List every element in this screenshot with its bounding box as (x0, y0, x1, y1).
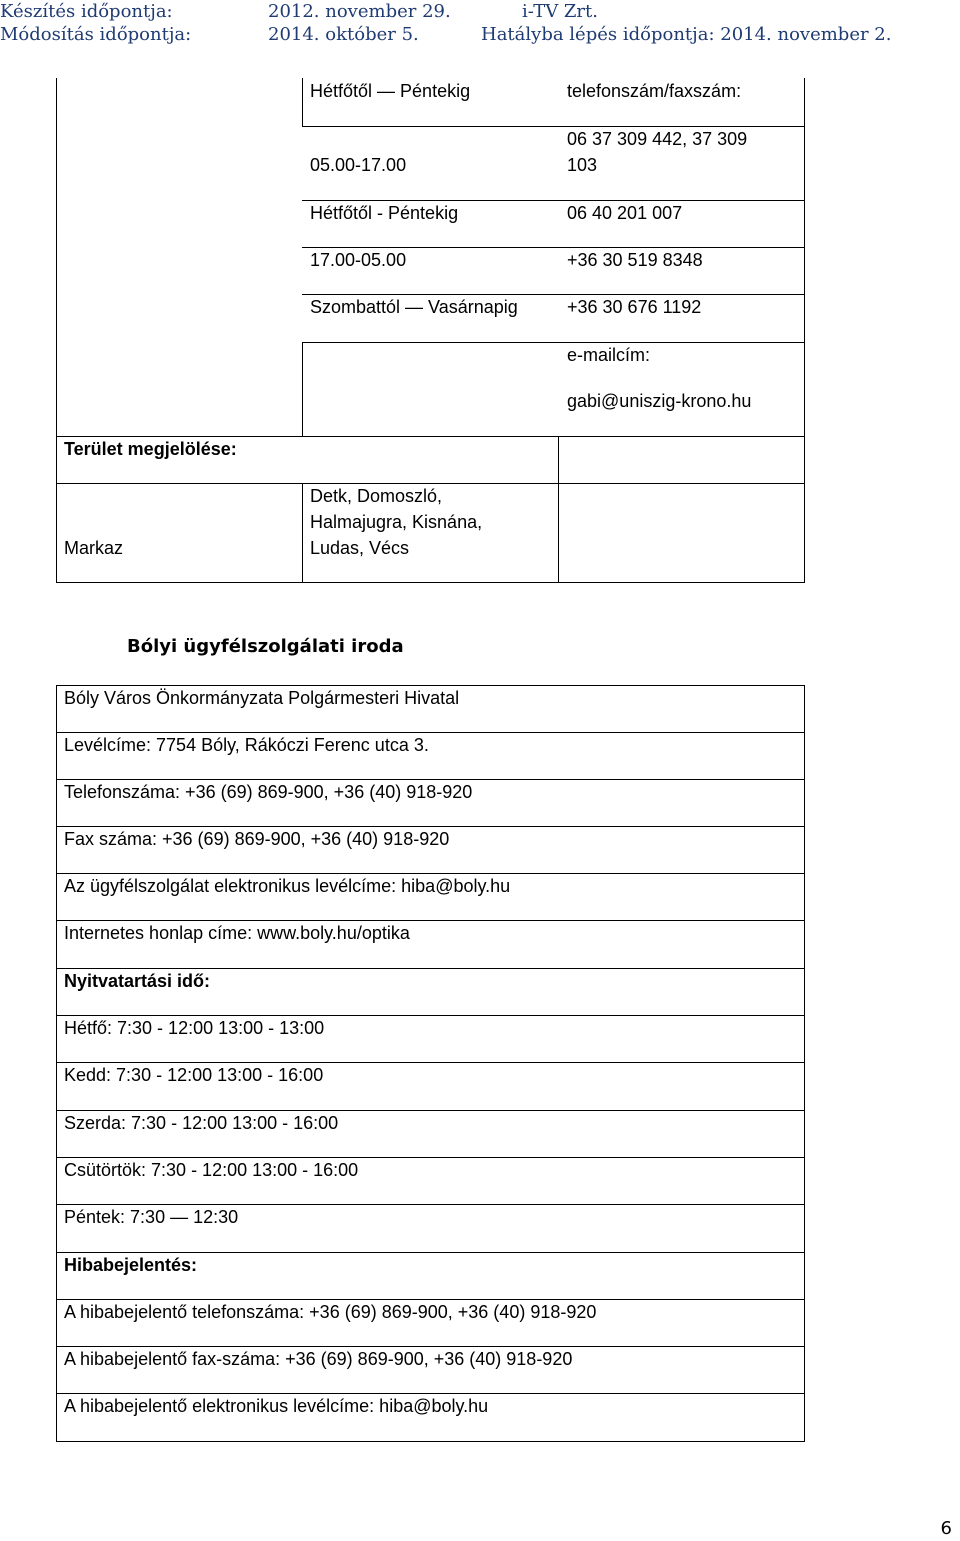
created-date: 2012. november 29. (268, 1, 451, 22)
hours-friday: Péntek: 7:30 — 12:30 (64, 1207, 239, 1227)
area-towns-1: Detk, Domoszló, (310, 486, 443, 506)
office-fax: Fax száma: +36 (69) 869-900, +36 (40) 918-920 (64, 829, 450, 849)
phone-4: +36 30 676 1192 (567, 297, 702, 317)
hours-weekend-label: Szombattól — Vasárnapig (310, 297, 518, 317)
phone-line-1: 06 37 309 442, 37 309 (567, 129, 748, 149)
phone-3: +36 30 519 8348 (567, 250, 703, 270)
area-towns-2: Halmajugra, Kisnána, (310, 512, 483, 532)
phone-2: 06 40 201 007 (567, 203, 683, 223)
page-number: 6 (940, 1518, 952, 1539)
document-header (0, 0, 960, 46)
hours-thursday: Csütörtök: 7:30 - 12:00 13:00 - 16:00 (64, 1160, 359, 1180)
hours-monday: Hétfő: 7:30 - 12:00 13:00 - 13:00 (64, 1018, 325, 1038)
created-label: Készítés időpontja: (0, 1, 173, 22)
office-phone: Telefonszáma: +36 (69) 869-900, +36 (40) 918-920 (64, 782, 473, 802)
email-label: e-mailcím: (567, 345, 651, 365)
fault-report-phone: A hibabejelentő telefonszáma: +36 (69) 869-900, +36 (40) 918-920 (64, 1302, 597, 1322)
modified-label: Módosítás időpontja: (0, 24, 192, 45)
company-name: i-TV Zrt. (522, 1, 598, 22)
email-address: gabi@uniszig-krono.hu (567, 391, 752, 411)
hours-wednesday: Szerda: 7:30 - 12:00 13:00 - 16:00 (64, 1113, 339, 1133)
office-postal-address: Levélcíme: 7754 Bóly, Rákóczi Ferenc utca 3. (64, 735, 429, 755)
hours-tuesday: Kedd: 7:30 - 12:00 13:00 - 16:00 (64, 1065, 324, 1085)
opening-hours-heading: Nyitvatartási idő: (64, 971, 211, 991)
hours-weekdays-label: Hétfőtől — Péntekig (310, 81, 471, 101)
hours-day: 05.00-17.00 (310, 155, 407, 175)
section-title: Bólyi ügyfélszolgálati iroda (127, 636, 404, 657)
fault-report-fax: A hibabejelentő fax-száma: +36 (69) 869-900, +36 (40) 918-920 (64, 1349, 573, 1369)
effective-date: Hatályba lépés időpontja: 2014. november 2. (481, 24, 892, 45)
modified-date: 2014. október 5. (268, 24, 419, 45)
hours-weekdays-night-label: Hétfőtől - Péntekig (310, 203, 459, 223)
phone-fax-label: telefonszám/faxszám: (567, 81, 742, 101)
fault-report-email: A hibabejelentő elektronikus levélcíme: hiba@boly.hu (64, 1396, 489, 1416)
phone-line-2: 103 (567, 155, 598, 175)
hours-night: 17.00-05.00 (310, 250, 407, 270)
area-name: Markaz (64, 538, 124, 558)
office-email: Az ügyfélszolgálat elektronikus levélcíme: hiba@boly.hu (64, 876, 511, 896)
area-label: Terület megjelölése: (64, 439, 237, 459)
fault-report-heading: Hibabejelentés: (64, 1255, 198, 1275)
office-website: Internetes honlap címe: www.boly.hu/optika (64, 923, 410, 943)
office-name: Bóly Város Önkormányzata Polgármesteri Hivatal (64, 688, 460, 708)
area-towns-3: Ludas, Vécs (310, 538, 410, 558)
